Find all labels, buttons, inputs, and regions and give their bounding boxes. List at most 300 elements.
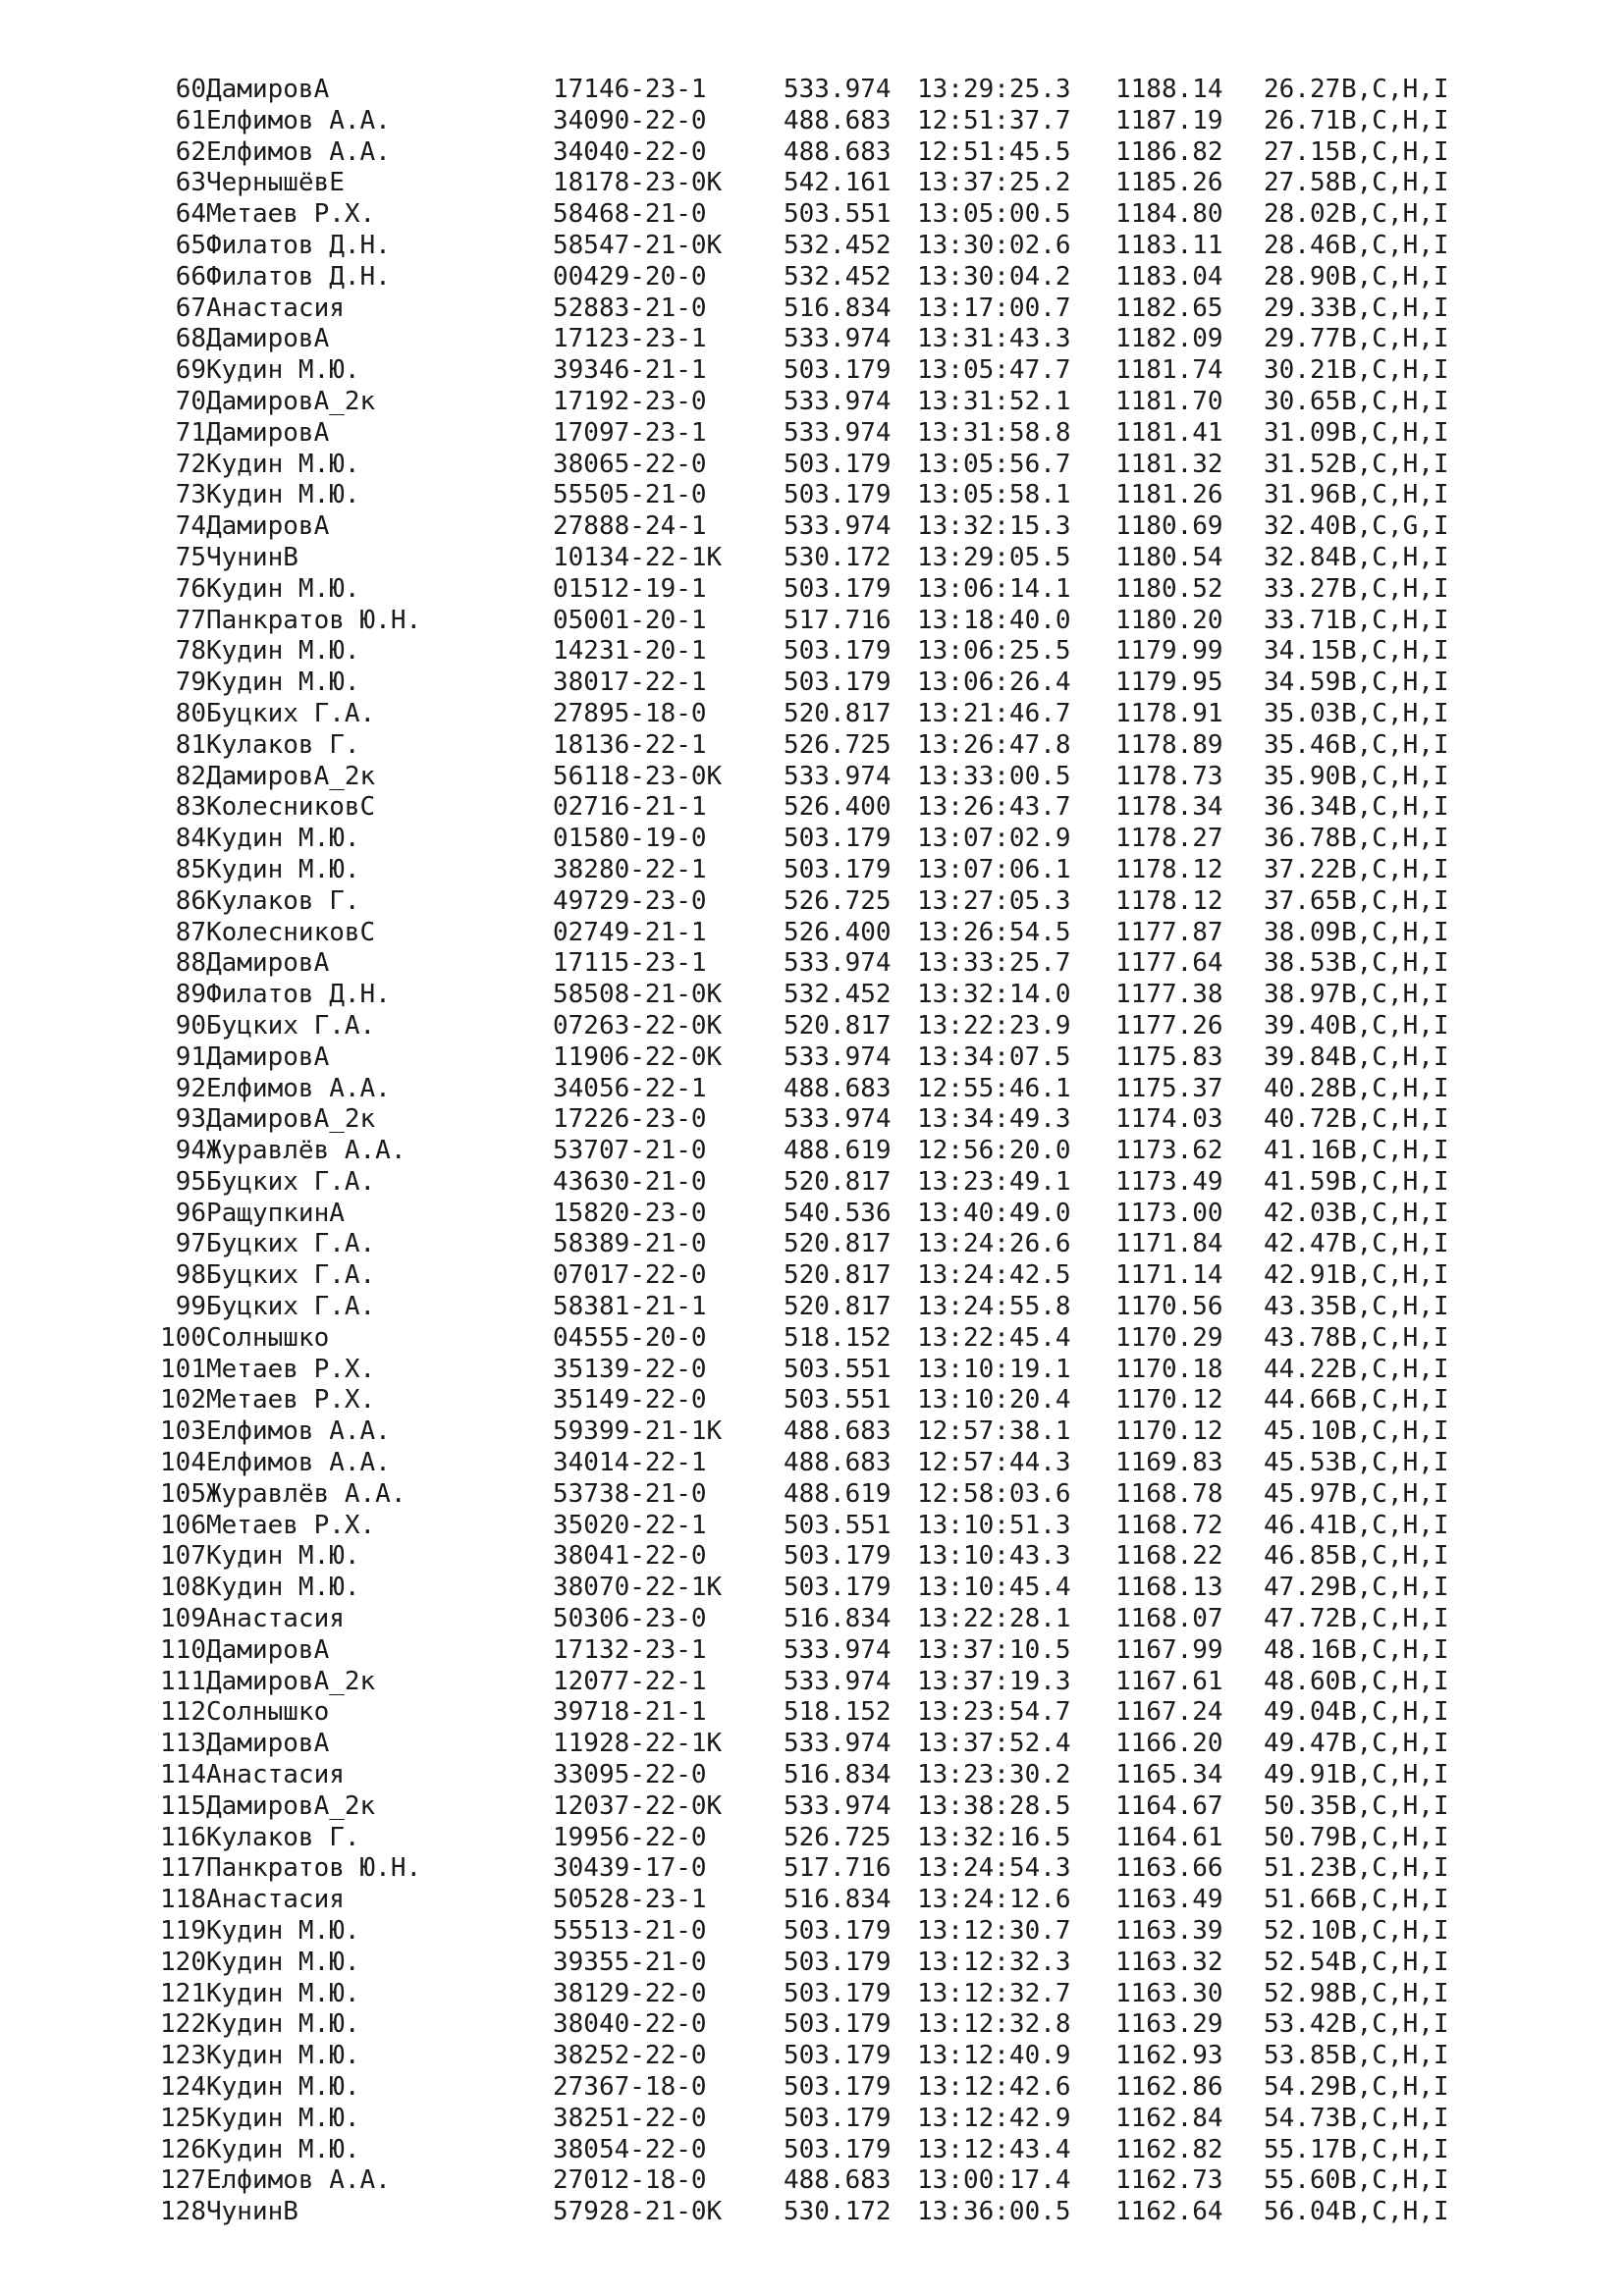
row-speed: 1168.72 (1115, 1510, 1223, 1540)
row-place: 127 (160, 2165, 206, 2196)
row-classes: B,C,H,I (1341, 1073, 1449, 1103)
row-speed: 1178.34 (1115, 792, 1223, 823)
row-points: 27.58 (1264, 168, 1341, 198)
table-row (0, 543, 1624, 574)
row-points: 42.91 (1264, 1260, 1341, 1291)
row-distance: 503.179 (784, 824, 892, 854)
row-classes: B,C,H,I (1341, 698, 1449, 728)
row-distance: 520.817 (784, 1292, 892, 1322)
row-points: 35.03 (1264, 698, 1341, 728)
row-fancier: Анастасия (206, 1760, 345, 1790)
row-place: 68 (175, 324, 206, 354)
row-fancier: Кулаков Г. (206, 1822, 360, 1852)
row-distance: 503.551 (784, 1354, 892, 1384)
row-fancier: Кудин М.Ю. (206, 449, 360, 479)
row-arrival-time: 13:37:52.4 (917, 1729, 1071, 1759)
table-row (0, 2165, 1624, 2197)
row-classes: B,C,H,I (1341, 1978, 1449, 2008)
row-classes: B,C,H,I (1341, 636, 1449, 667)
row-points: 35.90 (1264, 761, 1341, 791)
row-fancier: Филатов Д.Н. (206, 980, 391, 1010)
table-row (0, 1729, 1624, 1760)
row-fancier: Буцких Г.А. (206, 1292, 376, 1322)
row-place: 125 (160, 2103, 206, 2133)
row-distance: 532.452 (784, 230, 892, 260)
row-distance: 533.974 (784, 75, 892, 104)
row-arrival-time: 12:56:20.0 (917, 1136, 1071, 1166)
row-distance: 503.551 (784, 1385, 892, 1415)
row-ring-number: 38040-22-0 (553, 2009, 707, 2040)
row-fancier: Метаев Р.Х. (206, 1510, 376, 1540)
row-speed: 1162.86 (1115, 2072, 1223, 2102)
row-place: 121 (160, 1978, 206, 2008)
table-row (0, 324, 1624, 355)
row-arrival-time: 13:10:45.4 (917, 1573, 1071, 1603)
table-row (0, 168, 1624, 199)
row-classes: B,C,H,I (1341, 917, 1449, 947)
row-classes: B,C,H,I (1341, 1947, 1449, 1977)
row-points: 54.29 (1264, 2072, 1341, 2102)
row-ring-number: 50528-23-1 (553, 1885, 707, 1915)
row-arrival-time: 13:23:54.7 (917, 1697, 1071, 1728)
table-row (0, 762, 1624, 793)
row-speed: 1184.80 (1115, 199, 1223, 230)
row-points: 33.27 (1264, 573, 1341, 604)
row-classes: B,C,H,I (1341, 1041, 1449, 1072)
row-speed: 1173.49 (1115, 1166, 1223, 1197)
row-distance: 530.172 (784, 2197, 892, 2227)
row-speed: 1178.12 (1115, 854, 1223, 884)
row-points: 31.52 (1264, 449, 1341, 479)
row-ring-number: 38065-22-0 (553, 449, 707, 479)
table-row (0, 1011, 1624, 1042)
table-row (0, 1541, 1624, 1573)
row-classes: B,C,H,I (1341, 75, 1449, 104)
row-ring-number: 49729-23-0 (553, 885, 707, 916)
row-arrival-time: 13:23:30.2 (917, 1760, 1071, 1790)
row-place: 117 (160, 1853, 206, 1884)
row-ring-number: 14231-20-1 (553, 636, 707, 667)
row-ring-number: 38252-22-0 (553, 2041, 707, 2071)
row-fancier: Солнышко (206, 1322, 330, 1353)
row-place: 66 (175, 261, 206, 292)
row-place: 76 (175, 573, 206, 604)
row-distance: 503.179 (784, 1916, 892, 1947)
row-speed: 1168.22 (1115, 1541, 1223, 1572)
row-points: 48.60 (1264, 1666, 1341, 1696)
row-speed: 1170.12 (1115, 1385, 1223, 1415)
table-row (0, 1479, 1624, 1511)
row-arrival-time: 13:38:28.5 (917, 1790, 1071, 1821)
row-place: 118 (160, 1885, 206, 1915)
row-points: 46.41 (1264, 1510, 1341, 1540)
row-place: 95 (175, 1166, 206, 1197)
row-fancier: Елфимов А.А. (206, 1416, 391, 1447)
row-speed: 1163.32 (1115, 1947, 1223, 1977)
row-arrival-time: 13:24:42.5 (917, 1260, 1071, 1291)
row-speed: 1181.70 (1115, 386, 1223, 416)
row-fancier: Кулаков Г. (206, 729, 360, 760)
table-row (0, 2135, 1624, 2166)
row-fancier: Кудин М.Ю. (206, 854, 360, 884)
row-distance: 503.179 (784, 2134, 892, 2164)
table-row (0, 792, 1624, 824)
row-speed: 1163.66 (1115, 1853, 1223, 1884)
row-place: 82 (175, 761, 206, 791)
row-fancier: ДамировА (206, 75, 330, 104)
row-place: 111 (160, 1666, 206, 1696)
table-row (0, 1136, 1624, 1167)
row-classes: B,C,H,I (1341, 1448, 1449, 1478)
row-distance: 533.974 (784, 1729, 892, 1759)
row-points: 49.04 (1264, 1697, 1341, 1728)
row-classes: B,C,H,I (1341, 1697, 1449, 1728)
row-place: 72 (175, 449, 206, 479)
row-classes: B,C,H,I (1341, 1604, 1449, 1634)
row-distance: 533.974 (784, 948, 892, 979)
row-points: 39.40 (1264, 1010, 1341, 1041)
row-place: 62 (175, 136, 206, 167)
row-place: 67 (175, 293, 206, 323)
row-arrival-time: 13:31:58.8 (917, 417, 1071, 448)
row-classes: B,C,H,I (1341, 885, 1449, 916)
row-fancier: Елфимов А.А. (206, 136, 391, 167)
row-speed: 1163.49 (1115, 1885, 1223, 1915)
row-arrival-time: 13:06:25.5 (917, 636, 1071, 667)
row-place: 94 (175, 1136, 206, 1166)
row-speed: 1181.74 (1115, 355, 1223, 386)
row-ring-number: 01512-19-1 (553, 573, 707, 604)
row-speed: 1177.26 (1115, 1010, 1223, 1041)
row-place: 110 (160, 1634, 206, 1665)
row-points: 32.84 (1264, 542, 1341, 572)
row-speed: 1171.84 (1115, 1229, 1223, 1259)
row-fancier: Журавлёв А.А. (206, 1136, 406, 1166)
row-classes: B,C,H,I (1341, 792, 1449, 823)
table-row (0, 730, 1624, 762)
row-distance: 526.725 (784, 885, 892, 916)
row-points: 43.78 (1264, 1322, 1341, 1353)
table-row (0, 387, 1624, 418)
row-speed: 1181.41 (1115, 417, 1223, 448)
row-speed: 1178.27 (1115, 824, 1223, 854)
row-classes: B,C,H,I (1341, 1916, 1449, 1947)
row-distance: 533.974 (784, 417, 892, 448)
table-row (0, 2197, 1624, 2228)
row-distance: 503.179 (784, 636, 892, 667)
results-list (0, 75, 1624, 2228)
row-place: 70 (175, 386, 206, 416)
row-arrival-time: 13:06:14.1 (917, 573, 1071, 604)
row-fancier: Кудин М.Ю. (206, 636, 360, 667)
row-ring-number: 17097-23-1 (553, 417, 707, 448)
row-distance: 526.725 (784, 729, 892, 760)
row-ring-number: 34040-22-0 (553, 136, 707, 167)
row-ring-number: 17192-23-0 (553, 386, 707, 416)
row-classes: B,C,H,I (1341, 2197, 1449, 2227)
row-arrival-time: 13:26:47.8 (917, 729, 1071, 760)
row-points: 29.77 (1264, 324, 1341, 354)
row-ring-number: 17146-23-1 (553, 75, 707, 104)
row-place: 106 (160, 1510, 206, 1540)
table-row (0, 636, 1624, 667)
row-arrival-time: 13:10:51.3 (917, 1510, 1071, 1540)
row-speed: 1173.00 (1115, 1198, 1223, 1228)
row-distance: 526.400 (784, 792, 892, 823)
row-distance: 488.683 (784, 136, 892, 167)
row-distance: 503.179 (784, 573, 892, 604)
row-classes: B,C,H,I (1341, 230, 1449, 260)
row-ring-number: 53707-21-0 (553, 1136, 707, 1166)
row-distance: 503.179 (784, 667, 892, 698)
row-ring-number: 38054-22-0 (553, 2134, 707, 2164)
row-classes: B,C,H,I (1341, 1666, 1449, 1696)
row-distance: 533.974 (784, 1666, 892, 1696)
table-row (0, 699, 1624, 730)
row-arrival-time: 12:58:03.6 (917, 1478, 1071, 1509)
row-distance: 517.716 (784, 605, 892, 635)
row-place: 64 (175, 199, 206, 230)
row-classes: B,C,H,I (1341, 2134, 1449, 2164)
row-distance: 503.179 (784, 2041, 892, 2071)
row-points: 55.17 (1264, 2134, 1341, 2164)
row-classes: B,C,H,I (1341, 480, 1449, 510)
row-speed: 1181.26 (1115, 480, 1223, 510)
table-row (0, 980, 1624, 1011)
row-arrival-time: 12:55:46.1 (917, 1073, 1071, 1103)
row-fancier: Кудин М.Ю. (206, 573, 360, 604)
row-distance: 533.974 (784, 324, 892, 354)
row-place: 120 (160, 1947, 206, 1977)
row-arrival-time: 13:18:40.0 (917, 605, 1071, 635)
row-arrival-time: 13:10:20.4 (917, 1385, 1071, 1415)
row-ring-number: 27895-18-0 (553, 698, 707, 728)
row-speed: 1186.82 (1115, 136, 1223, 167)
row-fancier: Буцких Г.А. (206, 1166, 376, 1197)
row-speed: 1163.30 (1115, 1978, 1223, 2008)
row-fancier: Журавлёв А.А. (206, 1478, 406, 1509)
table-row (0, 1604, 1624, 1635)
row-classes: B,C,H,I (1341, 1260, 1449, 1291)
row-distance: 503.179 (784, 1978, 892, 2008)
row-arrival-time: 13:22:23.9 (917, 1010, 1071, 1041)
row-distance: 532.452 (784, 261, 892, 292)
table-row (0, 1104, 1624, 1136)
row-ring-number: 52883-21-0 (553, 293, 707, 323)
row-place: 69 (175, 355, 206, 386)
table-row (0, 480, 1624, 511)
row-place: 86 (175, 885, 206, 916)
row-fancier: ДамировА (206, 1634, 330, 1665)
row-fancier: Кулаков Г. (206, 885, 360, 916)
row-speed: 1187.19 (1115, 105, 1223, 135)
row-speed: 1178.73 (1115, 761, 1223, 791)
row-classes: B,C,H,I (1341, 667, 1449, 698)
row-points: 52.10 (1264, 1916, 1341, 1947)
row-arrival-time: 12:51:45.5 (917, 136, 1071, 167)
row-speed: 1175.83 (1115, 1041, 1223, 1072)
row-classes: B,C,H,I (1341, 573, 1449, 604)
row-speed: 1170.29 (1115, 1322, 1223, 1353)
table-row (0, 1355, 1624, 1386)
row-classes: B,C,H,I (1341, 105, 1449, 135)
row-speed: 1170.56 (1115, 1292, 1223, 1322)
row-arrival-time: 13:22:45.4 (917, 1322, 1071, 1353)
row-points: 45.53 (1264, 1448, 1341, 1478)
row-points: 40.72 (1264, 1104, 1341, 1135)
row-arrival-time: 13:29:05.5 (917, 542, 1071, 572)
row-fancier: Кудин М.Ю. (206, 1541, 360, 1572)
row-ring-number: 27012-18-0 (553, 2165, 707, 2196)
row-arrival-time: 12:57:44.3 (917, 1448, 1071, 1478)
row-points: 27.15 (1264, 136, 1341, 167)
row-classes: B,C,H,I (1341, 1416, 1449, 1447)
table-row (0, 1042, 1624, 1074)
row-speed: 1167.61 (1115, 1666, 1223, 1696)
row-fancier: Кудин М.Ю. (206, 2103, 360, 2133)
table-row (0, 574, 1624, 606)
row-ring-number: 10134-22-1K (553, 542, 723, 572)
row-points: 29.33 (1264, 293, 1341, 323)
row-place: 104 (160, 1448, 206, 1478)
row-fancier: Анастасия (206, 1885, 345, 1915)
row-distance: 520.817 (784, 1010, 892, 1041)
row-arrival-time: 12:51:37.7 (917, 105, 1071, 135)
row-classes: B,C,H,I (1341, 1853, 1449, 1884)
row-distance: 530.172 (784, 542, 892, 572)
row-points: 38.97 (1264, 980, 1341, 1010)
row-distance: 503.179 (784, 854, 892, 884)
row-place: 113 (160, 1729, 206, 1759)
row-arrival-time: 13:36:00.5 (917, 2197, 1071, 2227)
row-points: 28.90 (1264, 261, 1341, 292)
table-row (0, 1167, 1624, 1199)
row-speed: 1180.54 (1115, 542, 1223, 572)
row-arrival-time: 13:32:14.0 (917, 980, 1071, 1010)
row-ring-number: 04555-20-0 (553, 1322, 707, 1353)
row-classes: B,C,H,I (1341, 261, 1449, 292)
row-place: 83 (175, 792, 206, 823)
table-row (0, 1948, 1624, 1979)
row-arrival-time: 13:30:04.2 (917, 261, 1071, 292)
row-distance: 503.179 (784, 2009, 892, 2040)
row-place: 85 (175, 854, 206, 884)
row-fancier: ДамировА_2к (206, 1666, 376, 1696)
row-arrival-time: 13:32:15.3 (917, 511, 1071, 542)
row-classes: B,C,H,I (1341, 824, 1449, 854)
row-points: 49.47 (1264, 1729, 1341, 1759)
table-row (0, 1573, 1624, 1604)
row-distance: 532.452 (784, 980, 892, 1010)
row-classes: B,C,H,I (1341, 199, 1449, 230)
row-points: 38.53 (1264, 948, 1341, 979)
row-fancier: Анастасия (206, 1604, 345, 1634)
row-place: 78 (175, 636, 206, 667)
row-place: 71 (175, 417, 206, 448)
row-classes: B,C,H,I (1341, 386, 1449, 416)
row-place: 116 (160, 1822, 206, 1852)
row-arrival-time: 13:17:00.7 (917, 293, 1071, 323)
row-ring-number: 17132-23-1 (553, 1634, 707, 1665)
row-distance: 488.683 (784, 1448, 892, 1478)
row-ring-number: 15820-23-0 (553, 1198, 707, 1228)
row-fancier: Кудин М.Ю. (206, 355, 360, 386)
row-speed: 1177.38 (1115, 980, 1223, 1010)
row-points: 45.10 (1264, 1416, 1341, 1447)
row-points: 44.66 (1264, 1385, 1341, 1415)
row-place: 124 (160, 2072, 206, 2102)
row-ring-number: 35020-22-1 (553, 1510, 707, 1540)
row-fancier: КолесниковС (206, 917, 376, 947)
row-speed: 1162.73 (1115, 2165, 1223, 2196)
row-fancier: Буцких Г.А. (206, 698, 376, 728)
row-classes: B,C,H,I (1341, 355, 1449, 386)
row-speed: 1163.39 (1115, 1916, 1223, 1947)
table-row (0, 418, 1624, 450)
row-arrival-time: 13:29:25.3 (917, 75, 1071, 104)
row-classes: B,C,H,I (1341, 761, 1449, 791)
row-arrival-time: 13:33:00.5 (917, 761, 1071, 791)
row-speed: 1180.52 (1115, 573, 1223, 604)
row-distance: 520.817 (784, 1166, 892, 1197)
row-distance: 533.974 (784, 1790, 892, 1821)
table-row (0, 918, 1624, 949)
row-points: 46.85 (1264, 1541, 1341, 1572)
table-row (0, 1635, 1624, 1667)
table-row (0, 1853, 1624, 1885)
table-row (0, 1385, 1624, 1416)
row-points: 47.29 (1264, 1573, 1341, 1603)
table-row (0, 1979, 1624, 2010)
row-fancier: ДамировА (206, 324, 330, 354)
row-place: 126 (160, 2134, 206, 2164)
row-arrival-time: 13:40:49.0 (917, 1198, 1071, 1228)
row-points: 42.47 (1264, 1229, 1341, 1259)
row-distance: 503.179 (784, 1573, 892, 1603)
row-ring-number: 58381-21-1 (553, 1292, 707, 1322)
row-points: 56.04 (1264, 2197, 1341, 2227)
row-place: 97 (175, 1229, 206, 1259)
row-points: 32.40 (1264, 511, 1341, 542)
row-arrival-time: 12:57:38.1 (917, 1416, 1071, 1447)
row-points: 38.09 (1264, 917, 1341, 947)
row-speed: 1162.82 (1115, 2134, 1223, 2164)
row-arrival-time: 13:21:46.7 (917, 698, 1071, 728)
row-distance: 503.179 (784, 480, 892, 510)
row-ring-number: 57928-21-0K (553, 2197, 723, 2227)
row-ring-number: 58508-21-0K (553, 980, 723, 1010)
row-place: 89 (175, 980, 206, 1010)
row-classes: B,C,H,I (1341, 1322, 1449, 1353)
row-speed: 1164.61 (1115, 1822, 1223, 1852)
table-row (0, 606, 1624, 637)
row-fancier: Кудин М.Ю. (206, 2072, 360, 2102)
table-row (0, 1074, 1624, 1105)
row-speed: 1167.24 (1115, 1697, 1223, 1728)
row-points: 26.71 (1264, 105, 1341, 135)
row-speed: 1164.67 (1115, 1790, 1223, 1821)
row-fancier: Кудин М.Ю. (206, 824, 360, 854)
table-row (0, 1697, 1624, 1729)
row-ring-number: 17115-23-1 (553, 948, 707, 979)
table-row (0, 137, 1624, 169)
table-row (0, 667, 1624, 699)
row-points: 49.91 (1264, 1760, 1341, 1790)
row-fancier: Кудин М.Ю. (206, 1947, 360, 1977)
row-classes: B,C,H,I (1341, 1166, 1449, 1197)
table-row (0, 199, 1624, 231)
row-arrival-time: 13:12:32.8 (917, 2009, 1071, 2040)
